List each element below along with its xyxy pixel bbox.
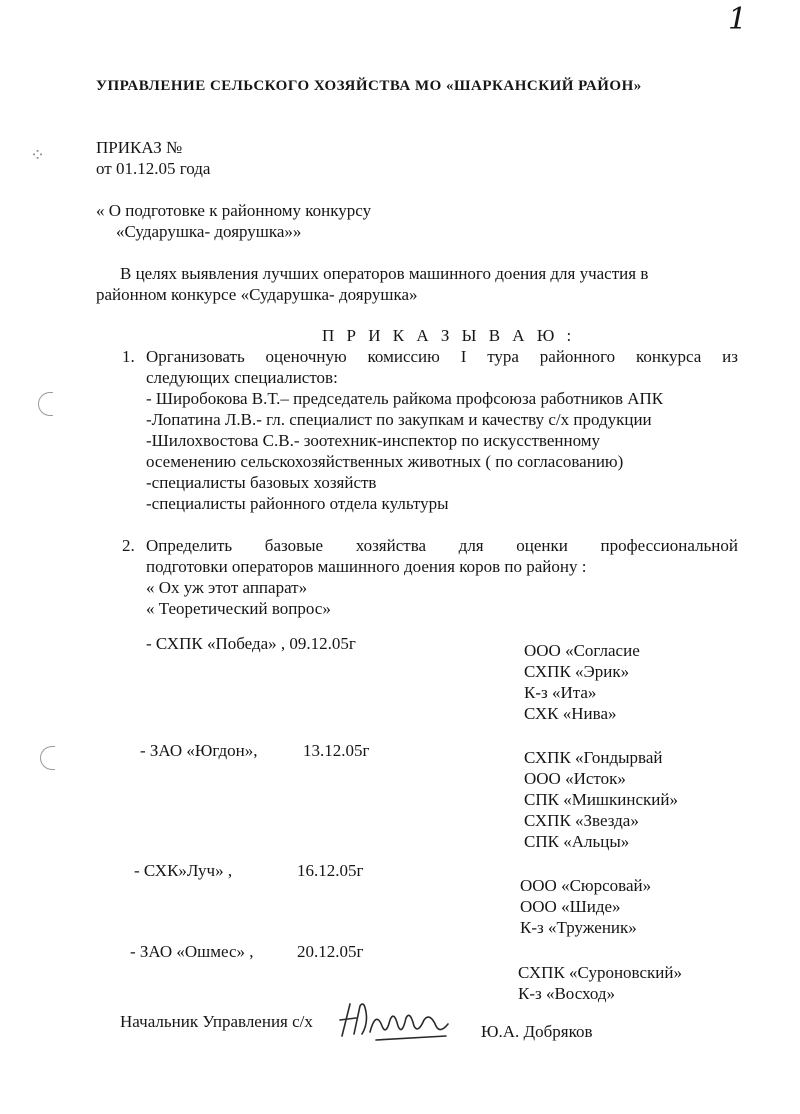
scan-mark: ⁘ bbox=[30, 145, 46, 165]
order-subject-line2: «Сударушка- доярушка»» bbox=[116, 222, 302, 241]
base-farm-date: 16.12.05г bbox=[297, 861, 364, 880]
participating-farm: ООО «Исток» bbox=[524, 769, 626, 788]
item1-line1: Организовать оценочную комиссию I тура районного конкурса из bbox=[146, 347, 738, 366]
participating-farm: ООО «Сюрсовай» bbox=[520, 876, 652, 895]
punch-hole-bottom bbox=[40, 746, 55, 770]
preamble-line1: В целях выявления лучших операторов машинного доения для участия в bbox=[120, 264, 649, 283]
item1-line2: следующих специалистов: bbox=[146, 368, 338, 387]
participating-farm: СХПК «Эрик» bbox=[524, 662, 630, 681]
base-farm: - СХПК «Победа» , 09.12.05г bbox=[146, 634, 356, 653]
item1-number: 1. bbox=[122, 347, 135, 366]
topic: « Ох уж этот аппарат» bbox=[146, 578, 308, 597]
punch-hole-top bbox=[38, 392, 53, 416]
base-farm: - СХК»Луч» , bbox=[134, 861, 233, 880]
participating-farm: ООО «Шиде» bbox=[520, 897, 621, 916]
commission-member: -специалисты базовых хозяйств bbox=[146, 473, 377, 492]
participating-farm: СХПК «Звезда» bbox=[524, 811, 639, 830]
base-farm-date: 13.12.05г bbox=[303, 741, 370, 760]
signatory-name: Ю.А. Добряков bbox=[481, 1022, 593, 1041]
commission-member: осеменению сельскохозяйственных животных ( по согласованию) bbox=[146, 452, 624, 471]
order-title: ПРИКАЗ № bbox=[96, 138, 183, 157]
commission-member: -Шилохвостова С.В.- зоотехник-инспектор по искусственному bbox=[146, 431, 601, 450]
commission-member: -специалисты районного отдела культуры bbox=[146, 494, 449, 513]
topic: « Теоретический вопрос» bbox=[146, 599, 331, 618]
commission-member: - Широбокова В.Т.– председатель райкома профсоюза работников АПК bbox=[146, 389, 664, 408]
signatory-position: Начальник Управления с/х bbox=[120, 1012, 313, 1031]
base-farm-date: 20.12.05г bbox=[297, 942, 364, 961]
page-number: 1 bbox=[728, 2, 748, 37]
decree-heading: П Р И К А З Ы В А Ю : bbox=[322, 326, 576, 345]
preamble-line2: районном конкурсе «Сударушка- доярушка» bbox=[96, 285, 418, 304]
base-farm: - ЗАО «Югдон», bbox=[140, 741, 258, 760]
item2-line2: подготовки операторов машинного доения коров по району : bbox=[146, 557, 587, 576]
participating-farm: СПК «Альцы» bbox=[524, 832, 630, 851]
participating-farm: К-з «Труженик» bbox=[520, 918, 637, 937]
participating-farm: СХПК «Гондырвай bbox=[524, 748, 663, 767]
handwritten-signature bbox=[336, 996, 456, 1046]
order-subject-line1: « О подготовке к районному конкурсу bbox=[96, 201, 372, 220]
item2-number: 2. bbox=[122, 536, 135, 555]
base-farm: - ЗАО «Ошмес» , bbox=[130, 942, 254, 961]
participating-farm: СХПК «Суроновский» bbox=[518, 963, 682, 982]
organization-header: УПРАВЛЕНИЕ СЕЛЬСКОГО ХОЗЯЙСТВА МО «ШАРКАНСКИЙ РАЙОН» bbox=[96, 78, 642, 94]
participating-farm: К-з «Ита» bbox=[524, 683, 597, 702]
participating-farm: К-з «Восход» bbox=[518, 984, 616, 1003]
item2-line1: Определить базовые хозяйства для оценки профессиональной bbox=[146, 536, 738, 555]
participating-farm: СХК «Нива» bbox=[524, 704, 617, 723]
commission-member: -Лопатина Л.В.- гл. специалист по закупкам и качеству с/х продукции bbox=[146, 410, 652, 429]
order-date: от 01.12.05 года bbox=[96, 159, 211, 178]
participating-farm: ООО «Согласие bbox=[524, 641, 640, 660]
participating-farm: СПК «Мишкинский» bbox=[524, 790, 678, 809]
